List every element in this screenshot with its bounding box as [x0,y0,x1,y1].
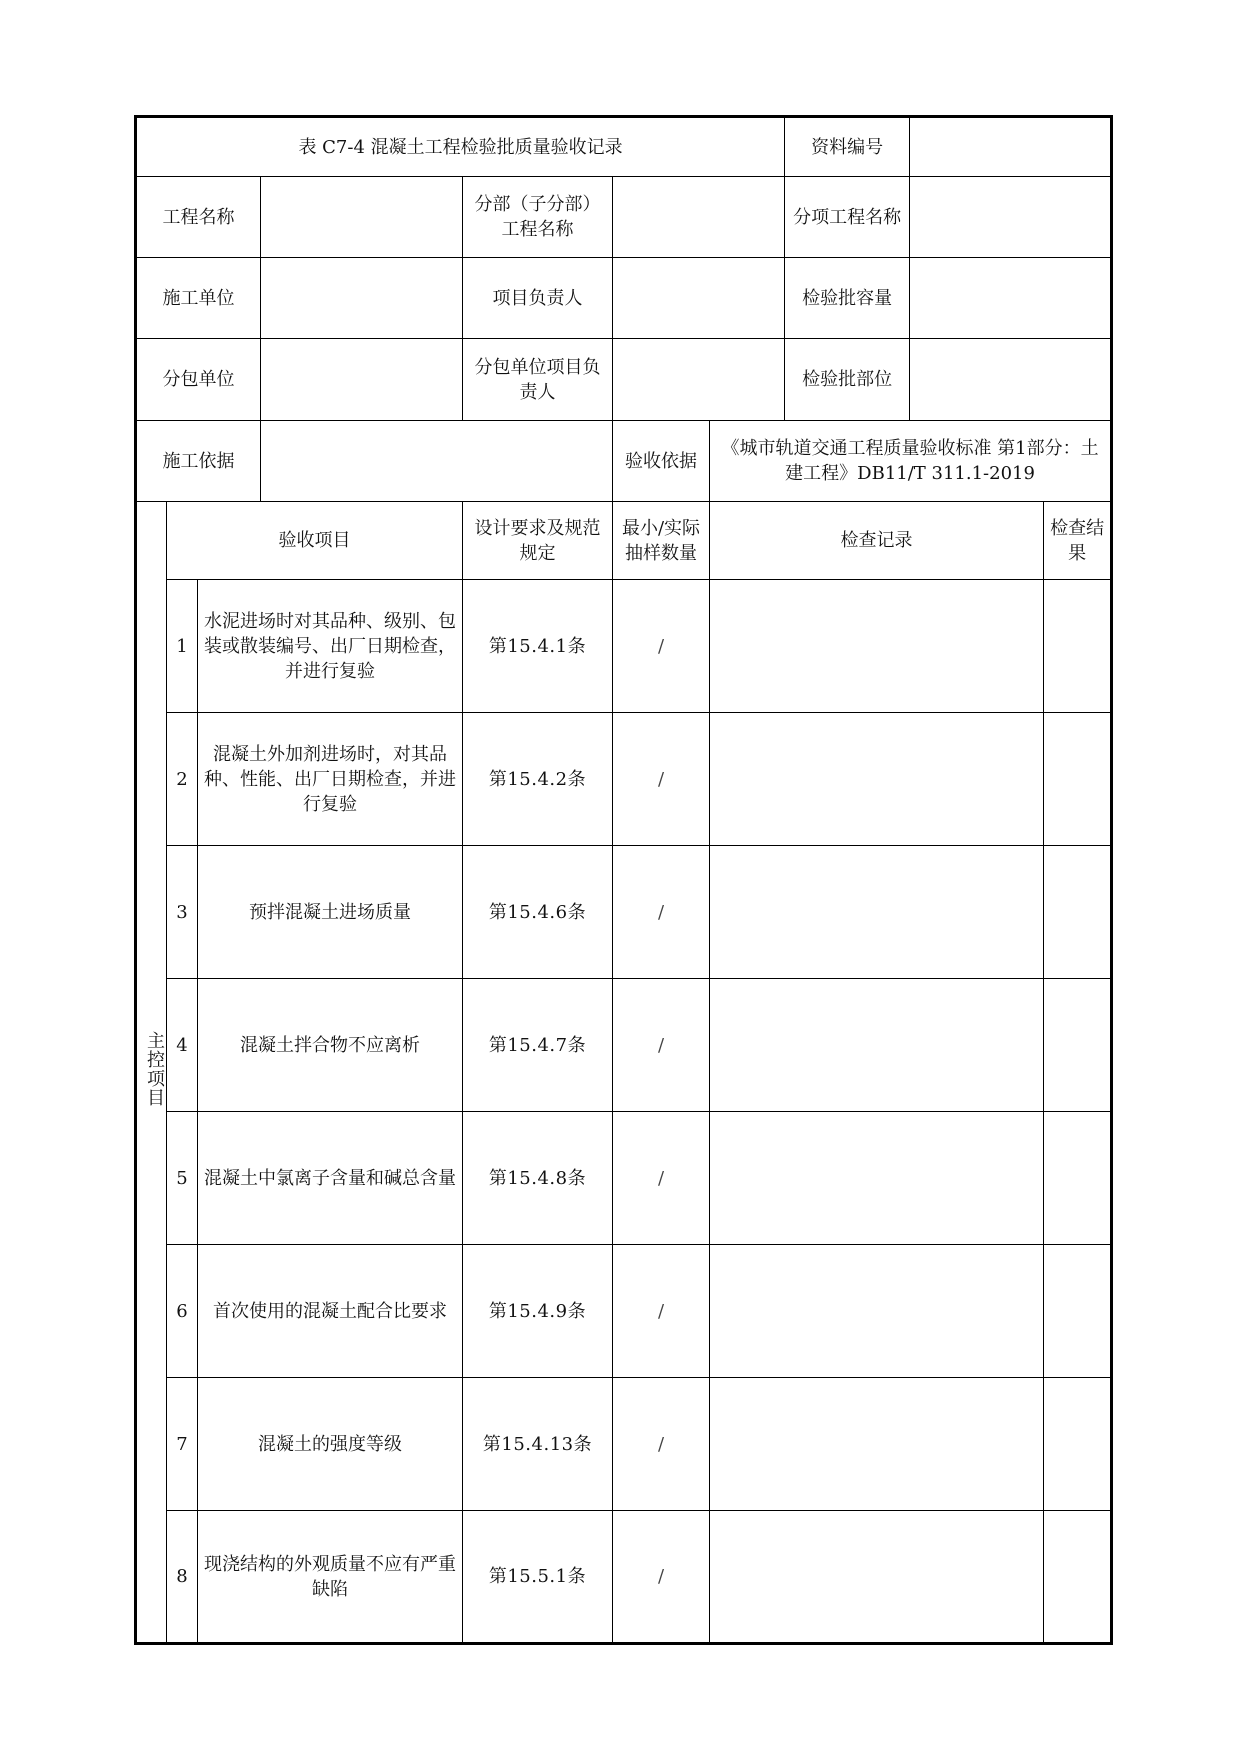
row-result[interactable] [1044,1112,1112,1245]
table-row [136,1378,1112,1511]
row-item: 水泥进场时对其品种、级别、包装或散装编号、出厂日期检查，并进行复验 [198,580,463,713]
subcontractor-label: 分包单位 [136,339,261,421]
row-item: 混凝土的强度等级 [198,1378,463,1511]
row-number: 2 [167,713,198,846]
title-row [136,117,1112,177]
project-row [136,177,1112,258]
row-item: 混凝土中氯离子含量和碱总含量 [198,1112,463,1245]
subdivision-field[interactable] [613,177,785,258]
row-record[interactable] [710,1112,1044,1245]
row-record[interactable] [710,1511,1044,1644]
row-sample[interactable]: / [613,1378,710,1511]
row-number: 1 [167,580,198,713]
doc-no-label: 资料编号 [785,117,910,177]
project-name-field[interactable] [261,177,463,258]
row-clause: 第15.4.6条 [463,846,613,979]
construction-basis-label: 施工依据 [136,421,261,502]
row-number: 7 [167,1378,198,1511]
row-sample[interactable]: / [613,713,710,846]
project-manager-label: 项目负责人 [463,258,613,339]
contractor-label: 施工单位 [136,258,261,339]
subcontractor-field[interactable] [261,339,463,421]
batch-capacity-label: 检验批容量 [785,258,910,339]
row-sample[interactable]: / [613,1245,710,1378]
row-clause: 第15.4.2条 [463,713,613,846]
row-sample[interactable]: / [613,846,710,979]
row-number: 8 [167,1511,198,1644]
contractor-field[interactable] [261,258,463,339]
row-item: 混凝土外加剂进场时，对其品种、性能、出厂日期检查，并进行复验 [198,713,463,846]
row-clause: 第15.4.1条 [463,580,613,713]
table-row [136,979,1112,1112]
row-clause: 第15.4.9条 [463,1245,613,1378]
main-control-label-cell [136,502,167,1644]
row-record[interactable] [710,1245,1044,1378]
row-number: 6 [167,1245,198,1378]
column-header-row [136,502,1112,580]
row-item: 预拌混凝土进场质量 [198,846,463,979]
row-record[interactable] [710,580,1044,713]
table-row [136,1245,1112,1378]
row-result[interactable] [1044,1245,1112,1378]
table-row [136,1511,1112,1644]
table-row [136,1112,1112,1245]
col-header-design: 设计要求及规范规定 [463,502,613,580]
main-control-label: 主控项目 [144,1030,165,1107]
row-result[interactable] [1044,580,1112,713]
row-result[interactable] [1044,1511,1112,1644]
subitem-field[interactable] [910,177,1112,258]
row-sample[interactable]: / [613,979,710,1112]
subitem-label: 分项工程名称 [785,177,910,258]
batch-location-label: 检验批部位 [785,339,910,421]
row-record[interactable] [710,846,1044,979]
acceptance-basis-value: 《城市轨道交通工程质量验收标准 第1部分：土建工程》DB11/T 311.1-2019 [710,421,1112,502]
col-header-result: 检查结果 [1044,502,1112,580]
construction-basis-field[interactable] [261,421,613,502]
row-record[interactable] [710,1378,1044,1511]
batch-location-field[interactable] [910,339,1112,421]
inspection-record-form [134,115,1113,1645]
row-number: 3 [167,846,198,979]
acceptance-basis-label: 验收依据 [613,421,710,502]
row-sample[interactable]: / [613,580,710,713]
row-sample[interactable]: / [613,1112,710,1245]
row-clause: 第15.4.7条 [463,979,613,1112]
contractor-row [136,258,1112,339]
doc-no-field[interactable] [910,117,1112,177]
row-record[interactable] [710,979,1044,1112]
sub-manager-field[interactable] [613,339,785,421]
basis-row [136,421,1112,502]
row-record[interactable] [710,713,1044,846]
row-clause: 第15.4.13条 [463,1378,613,1511]
table-row [136,580,1112,713]
subdivision-label: 分部（子分部）工程名称 [463,177,613,258]
row-result[interactable] [1044,1378,1112,1511]
row-result[interactable] [1044,713,1112,846]
batch-capacity-field[interactable] [910,258,1112,339]
row-number: 5 [167,1112,198,1245]
col-header-sample: 最小/实际抽样数量 [613,502,710,580]
row-clause: 第15.4.8条 [463,1112,613,1245]
row-number: 4 [167,979,198,1112]
row-item: 首次使用的混凝土配合比要求 [198,1245,463,1378]
row-result[interactable] [1044,846,1112,979]
project-name-label: 工程名称 [136,177,261,258]
row-sample[interactable]: / [613,1511,710,1644]
row-result[interactable] [1044,979,1112,1112]
sub-manager-label: 分包单位项目负责人 [463,339,613,421]
subcontractor-row [136,339,1112,421]
row-clause: 第15.5.1条 [463,1511,613,1644]
col-header-record: 检查记录 [710,502,1044,580]
row-item: 混凝土拌合物不应离析 [198,979,463,1112]
table-row [136,713,1112,846]
project-manager-field[interactable] [613,258,785,339]
col-header-item: 验收项目 [167,502,463,580]
table-row [136,846,1112,979]
row-item: 现浇结构的外观质量不应有严重缺陷 [198,1511,463,1644]
form-title: 表 C7-4 混凝土工程检验批质量验收记录 [136,117,785,177]
